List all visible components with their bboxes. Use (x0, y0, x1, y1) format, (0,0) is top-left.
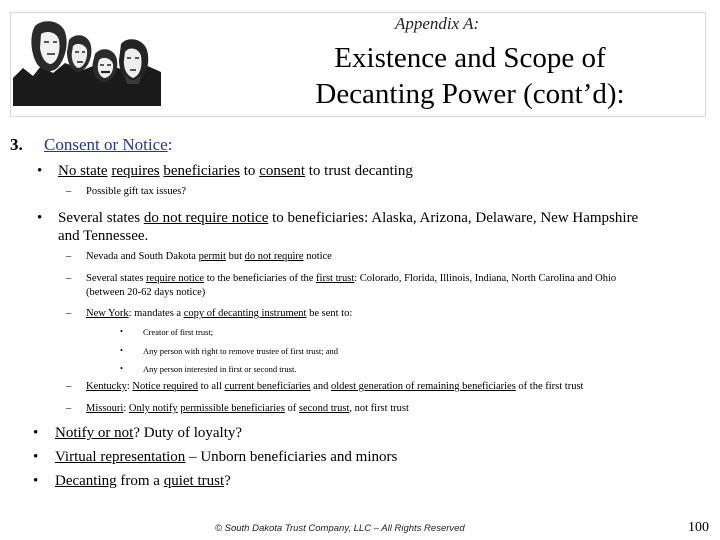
dash-marker: – (66, 273, 72, 284)
section-number: 3. (10, 135, 23, 154)
section-title: Consent or Notice: (44, 135, 173, 154)
bullet-marker: • (33, 473, 39, 489)
dash-marker: – (66, 251, 72, 262)
ny-item-interested-person: Any person interested in first or second trust. (143, 364, 297, 374)
bullet-5-text: Decanting from a quiet trust? (55, 473, 231, 489)
slide-title (270, 40, 670, 112)
footer-copyright: © South Dakota Trust Company, LLC – All Rights Reserved (215, 523, 465, 534)
bullet-1-text: No state requires beneficiaries to consent to trust decanting (58, 163, 413, 179)
page-number: 100 (688, 520, 709, 535)
dash-marker: – (66, 403, 72, 414)
sub-item-require-notice-line-2: (between 20-62 days notice) (86, 287, 206, 298)
title-line-2: Decanting Power (cont’d): (315, 78, 625, 110)
mount-rushmore-image (13, 18, 161, 106)
bullet-4-text: Virtual representation – Unborn beneficiaries and minors (55, 449, 398, 465)
ny-item-remove-trustee: Any person with right to remove trustee of first trust; and (143, 346, 338, 356)
dash-marker: – (66, 381, 72, 392)
bullet-marker: • (120, 345, 123, 355)
sub-item-missouri: Missouri: Only notify permissible beneficiaries of second trust, not first trust (86, 403, 409, 414)
sub-item-gift-tax: Possible gift tax issues? (86, 186, 187, 197)
sub-item-nevada-sd: Nevada and South Dakota permit but do not require notice (86, 251, 332, 262)
bullet-marker: • (37, 210, 43, 226)
dash-marker: – (66, 308, 72, 319)
bullet-marker: • (120, 363, 123, 373)
bullet-marker: • (37, 163, 43, 179)
ny-item-creator: Creator of first trust; (143, 327, 214, 337)
bullet-marker: • (33, 449, 39, 465)
title-line-1: Existence and Scope of (334, 42, 606, 74)
sub-item-kentucky: Kentucky: Notice required to all current beneficiaries and oldest generation of remaining beneficiaries of the first trust (86, 381, 584, 392)
bullet-2-line-1: Several states do not require notice to beneficiaries: Alaska, Arizona, Delaware, New Hampshire (58, 210, 639, 226)
sub-item-new-york: New York: mandates a copy of decanting instrument be sent to: (86, 308, 353, 319)
bullet-3-text: Notify or not? Duty of loyalty? (55, 425, 243, 441)
bullet-marker: • (33, 425, 39, 441)
bullet-2-line-2: and Tennessee. (58, 228, 149, 244)
dash-marker: – (66, 186, 72, 197)
appendix-label: Appendix A: (395, 14, 480, 33)
sub-item-require-notice: Several states require notice to the beneficiaries of the first trust: Colorado, Florida, Illinois, Indiana, North Carolina and Ohio (86, 273, 617, 284)
bullet-marker: • (120, 326, 123, 336)
